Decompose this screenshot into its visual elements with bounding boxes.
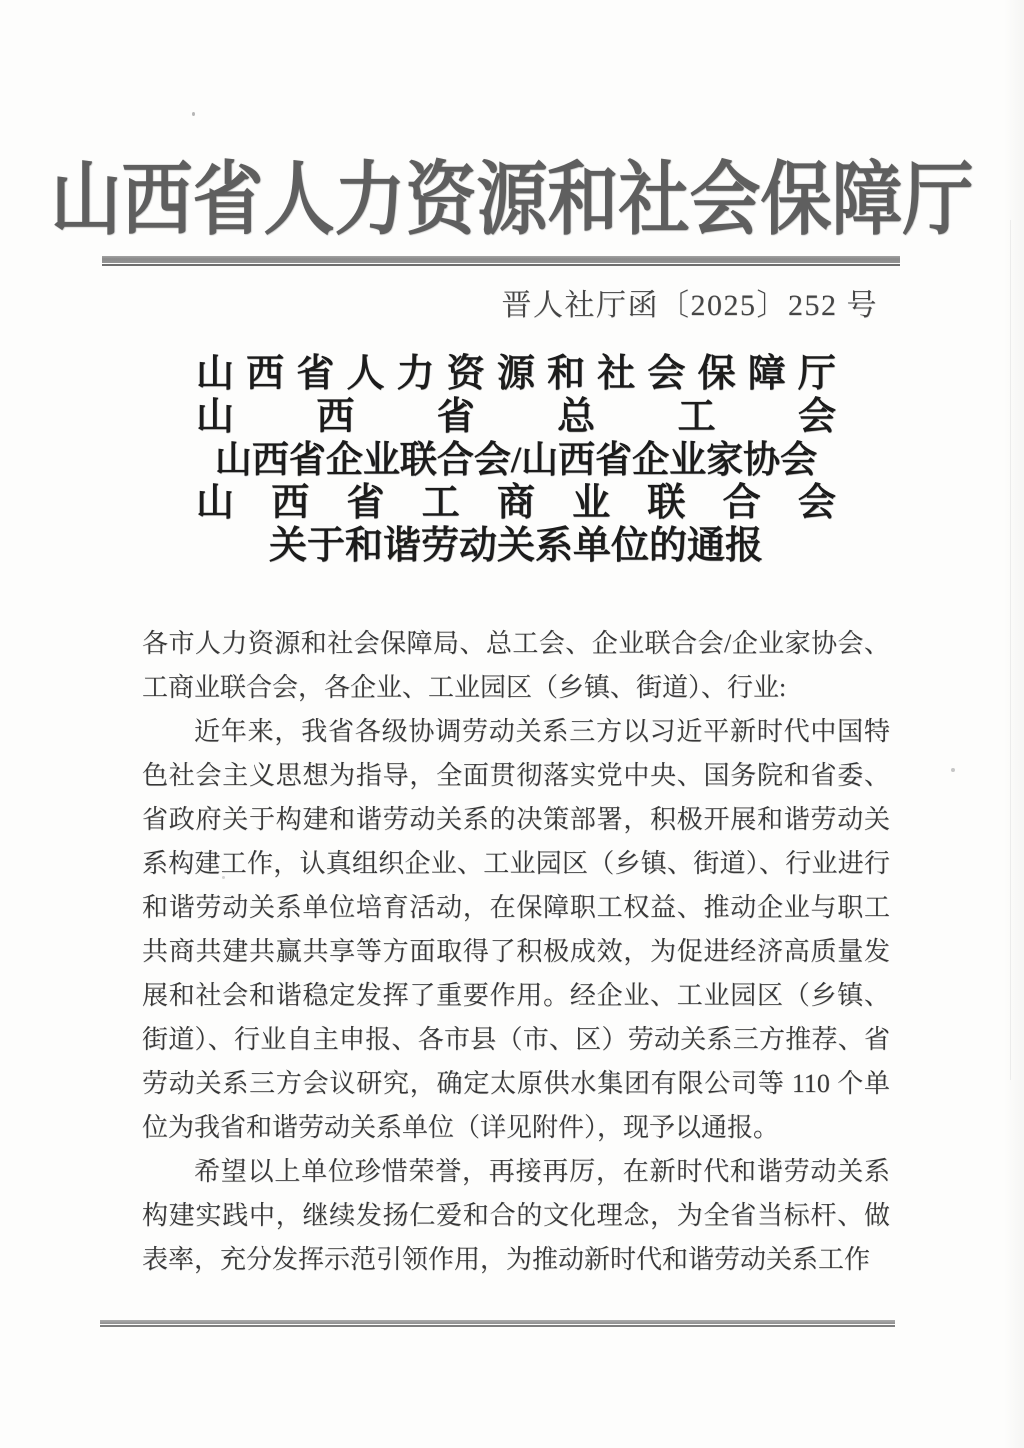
title-issuer-4: 山 西 省 工 商 业 联 合 会 xyxy=(196,482,836,524)
page-bottom-scan-line xyxy=(100,1320,895,1327)
agency-masthead: 山西省人力资源和社会保障厅 xyxy=(50,156,974,246)
masthead-divider-rule xyxy=(102,256,900,266)
title-issuer-3: 山西省企业联合会/山西省企业家协会 xyxy=(214,440,818,481)
bottom-thin-line xyxy=(100,1325,895,1327)
bottom-thick-line xyxy=(100,1320,895,1324)
notice-body xyxy=(142,622,890,1282)
title-issuer-1: 山 西 省 人 力 资 源 和 社 会 保 障 厅 xyxy=(196,353,836,395)
notice-title-block xyxy=(196,353,836,568)
scan-speck xyxy=(951,768,955,772)
scan-speck xyxy=(192,112,195,116)
notice-subject: 关于和谐劳动关系单位的通报 xyxy=(268,525,763,567)
document-number: 晋人社厅函〔2025〕252 号 xyxy=(501,289,878,322)
body-paragraph: 近年来，我省各级协调劳动关系三方以习近平新时代中国特色社会主义思想为指导，全面贯彻落实党中央、国务院和省委、省政府关于构建和谐劳动关系的决策部署，积极开展和谐劳动关系构建工作，认真组织企业、工业园区（乡镇、街道）、行业进行和谐劳动关系单位培育活动，在保障职工权益、推动企业与职工共商共建共赢共享等方面取得了积极成效，为促进经济高质量发展和社会和谐稳定发挥了重要作用。经企业、工业园区（乡镇、街道）、行业自主申报、各市县（市、区）劳动关系三方推荐、省劳动关系三方会议研究，确定太原供水集团有限公司等 110 个单位为我省和谐劳动关系单位（详见附件），现予以通报。 xyxy=(142,717,890,1142)
divider-thin-line xyxy=(102,264,900,266)
salutation-paragraph: 各市人力资源和社会保障局、总工会、企业联合会/企业家协会、工商业联合会，各企业、工业园区（乡镇、街道）、行业: xyxy=(142,629,890,702)
body-paragraph: 希望以上单位珍惜荣誉，再接再厉，在新时代和谐劳动关系构建实践中，继续发扬仁爱和合的文化理念，为全省当标杆、做表率，充分发挥示范引领作用，为推动新时代和谐劳动关系工作 xyxy=(142,1157,890,1274)
title-issuer-2: 山 西 省 总 工 会 xyxy=(196,396,836,438)
divider-thick-line xyxy=(102,256,900,263)
scan-edge-line xyxy=(1010,220,1011,1080)
